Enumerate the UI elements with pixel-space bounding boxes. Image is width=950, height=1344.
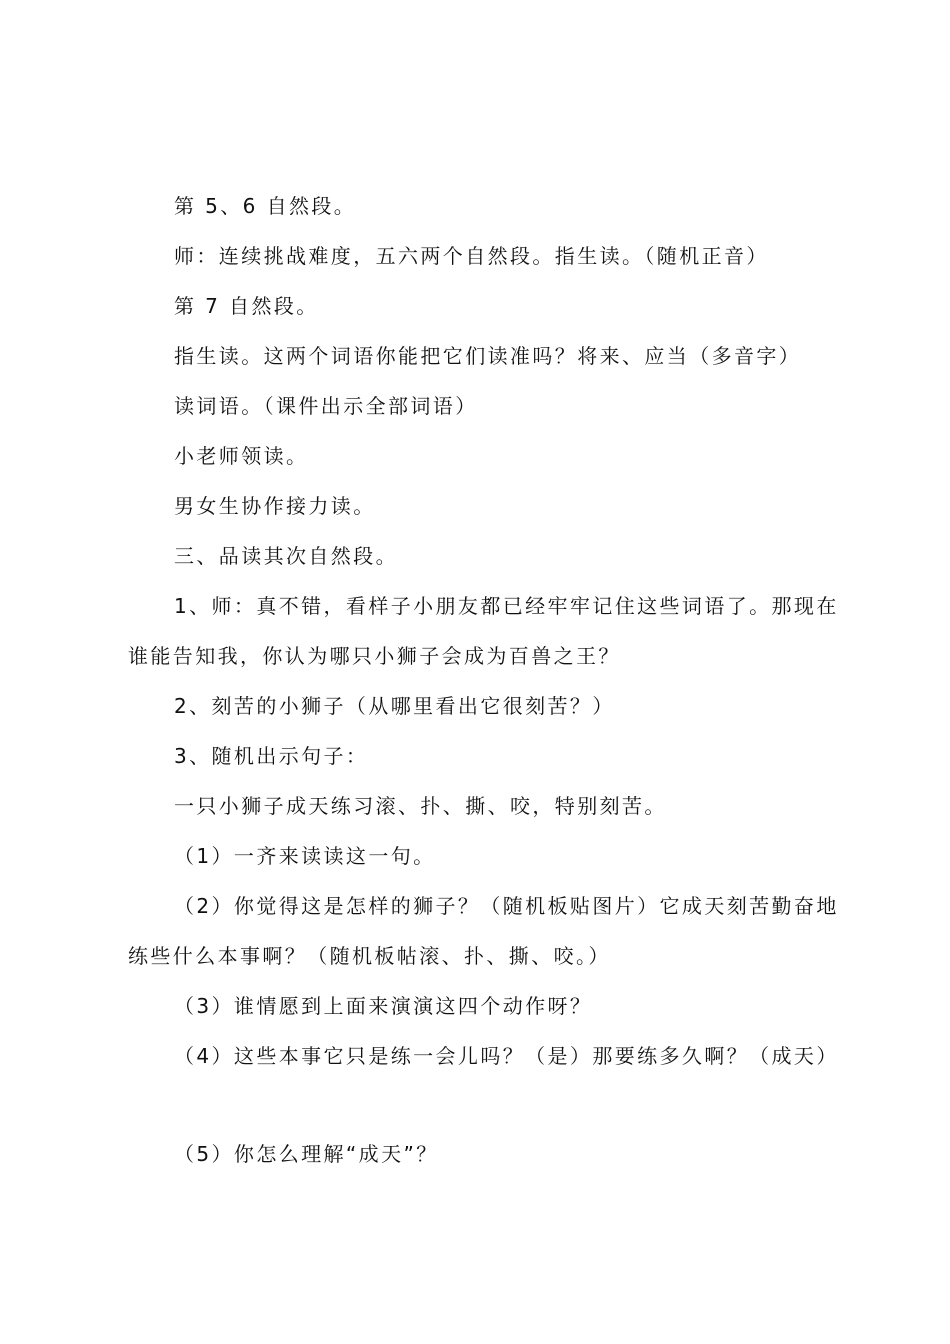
example-sentence: 一只小狮子成天练习滚、扑、撕、咬，特别刻苦。 bbox=[174, 794, 667, 818]
list-item: （1）一齐来读读这一句。 bbox=[174, 844, 436, 868]
paragraph-line: 指生读。这两个词语你能把它们读准吗？将来、应当（多音字） bbox=[174, 344, 802, 368]
list-item-continuation: 练些什么本事啊？（随机板帖滚、扑、撕、咬。） bbox=[128, 944, 611, 968]
paragraph-line: 男女生协作接力读。 bbox=[174, 494, 376, 518]
paragraph-line: 师：连续挑战难度，五六两个自然段。指生读。（随机正音） bbox=[174, 244, 769, 268]
paragraph-line: 小老师领读。 bbox=[174, 444, 309, 468]
list-item: （2）你觉得这是怎样的狮子？（随机板贴图片）它成天刻苦勤奋地 bbox=[174, 894, 839, 918]
paragraph-line: 第 5、6 自然段。 bbox=[174, 194, 357, 218]
paragraph-line: 1、师：真不错，看样子小朋友都已经牢牢记住这些词语了。那现在 bbox=[174, 594, 839, 618]
section-heading: 三、品读其次自然段。 bbox=[174, 544, 398, 568]
paragraph-line: 2、刻苦的小狮子（从哪里看出它很刻苦？） bbox=[174, 694, 615, 718]
list-item: （4）这些本事它只是练一会儿吗？（是）那要练多久啊？（成天） bbox=[174, 1044, 839, 1068]
list-item: （3）谁情愿到上面来演演这四个动作呀？ bbox=[174, 994, 593, 1018]
paragraph-line: 读词语。（课件出示全部词语） bbox=[174, 394, 478, 418]
paragraph-line-continuation: 谁能告知我，你认为哪只小狮子会成为百兽之王？ bbox=[128, 644, 621, 668]
paragraph-line: 第 7 自然段。 bbox=[174, 294, 319, 318]
paragraph-line: 3、随机出示句子： bbox=[174, 744, 369, 768]
list-item: （5）你怎么理解“成天”？ bbox=[174, 1142, 439, 1166]
